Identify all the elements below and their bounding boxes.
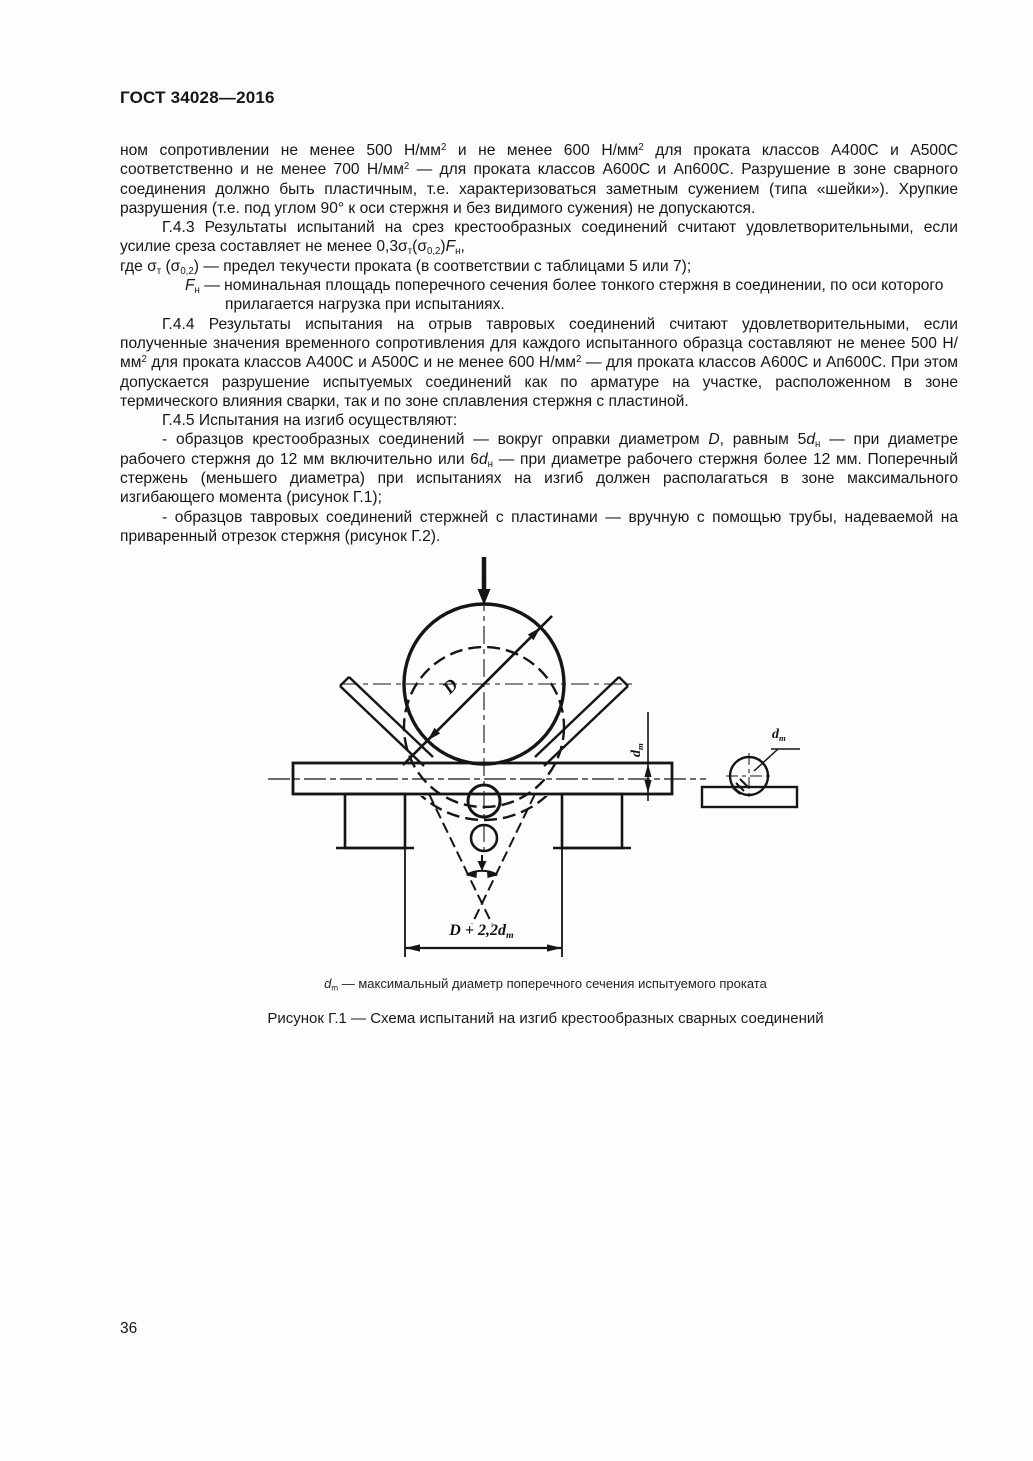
paragraph-g-4-3: Г.4.3 Результаты испытаний на срез крестообразных соединений считают удовлетворительными, если усилие среза составляет не менее 0,3σт(σ0,2)Fн, [120, 219, 958, 258]
bar-end-right [535, 677, 628, 766]
page-number: 36 [120, 1320, 138, 1337]
diameter-dimension [403, 616, 552, 765]
body-text [120, 141, 958, 546]
paragraph-g-4-5-item-1: - образцов крестообразных соединений — вокруг оправки диаметром D, равным 5dн — при диаметре рабочего стержня до 12 мм включительно или 6dн — при диаметре рабочего стержня более 12 мм. Поперечный стержень (меньшего диаметра) при испытаниях на изгиб должен располагаться в зоне максимального изгибающего момента (рисунок Г.1); [120, 431, 959, 507]
label-mandrel-diameter: D [438, 674, 462, 698]
paragraph-g-4-4: Г.4.4 Результаты испытания на отрыв тавровых соединений считают удовлетворительными, если полученные значения временного сопротивления для каждого испытанного образца составляют не менее 500 $Н/мм^2$ для проката классов А400С и А500С и не менее 600 $Н/мм^2$ — для проката классов А600С и Ап600С. При этом допускается разрушение испытуемых соединений как по арматуре на участке, расположенном в зоне термического влияния сварки, так и по зоне сплавления стержня с пластиной. [120, 315, 958, 410]
support-right [553, 794, 631, 848]
label-plate-thickness-dm: dm [629, 743, 645, 757]
bend-test-diagram [0, 545, 1033, 975]
paragraph-g-4-5-item-2: - образцов тавровых соединений стержней с пластинами — вручную с помощью трубы, надеваемой на приваренный отрезок стержня (рисунок Г.2). [120, 508, 958, 545]
bend-angle-arc [466, 871, 499, 878]
paragraph-continuation: ном сопротивлении не менее 500 $Н/мм^2$ и не менее 600 $Н/мм^2$ для проката классов А400С и А500С соответственно и не менее 700 $Н/мм^2$ — для проката классов А600С и Ап600С. Разрушение в зоне сварного соединения должно быть пластичным, т.е. характеризоваться заметным сужением (типа «шейки»). Хрупкие разрушения (т.е. под углом 90° к оси стержня и без видимого сужения) не допускаются. [120, 142, 959, 217]
plate-thickness-dimension [644, 712, 651, 801]
bend-angle-pointer-arrow [478, 855, 487, 871]
support-left [336, 794, 414, 848]
paragraph-g-4-5: Г.4.5 Испытания на изгиб осуществляют: [162, 412, 458, 430]
figure-title: Рисунок Г.1 — Схема испытаний на изгиб крестообразных сварных соединений [267, 1010, 824, 1027]
paragraph-fn-definition: Fн — номинальная площадь поперечного сечения более тонкого стержня в соединении, по оси которого прилагается нагрузка при испытаниях. [185, 277, 944, 314]
side-view [702, 749, 800, 807]
paragraph-where: где σт (σ0,2) — предел текучести проката (в соответствии с таблицами 5 или 7); [120, 257, 692, 277]
label-side-view-dm: dm [772, 727, 786, 743]
bar-end-left [340, 677, 433, 766]
label-support-span-dimension: D + 2,2dm [449, 922, 514, 942]
page-header: ГОСТ 34028—2016 [120, 88, 275, 107]
figure-caption: dm — максимальный диаметр поперечного сечения испытуемого проката [324, 976, 767, 993]
